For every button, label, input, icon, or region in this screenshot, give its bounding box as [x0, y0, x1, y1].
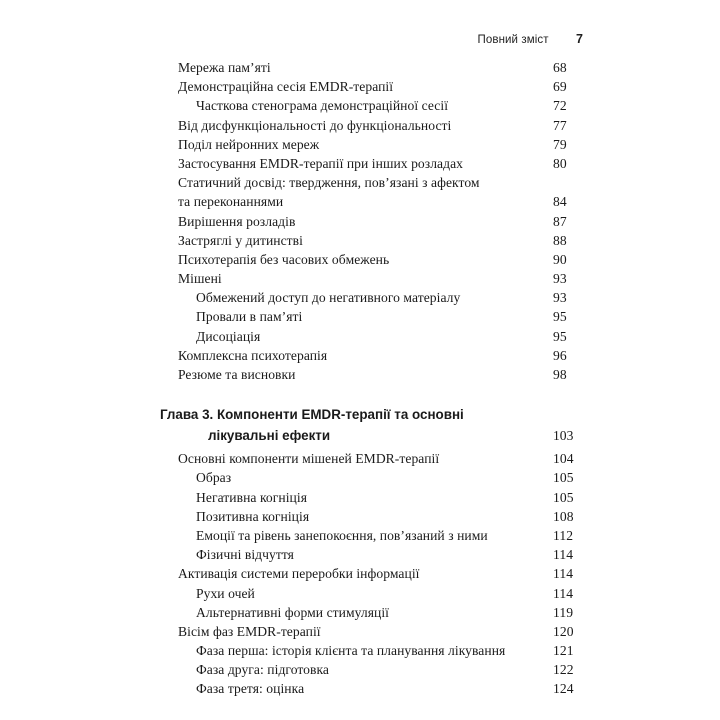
toc-entry-label: Емоції та рівень занепокоєння, пов’язаний з ними [196, 527, 488, 543]
toc-entry [0, 116, 720, 135]
toc-entry-label: Обмежений доступ до негативного матеріалу [196, 290, 461, 306]
toc-entry-page-number: 72 [553, 98, 567, 114]
toc-entry-page-number: 95 [553, 328, 567, 344]
toc-entry-page-number: 108 [553, 508, 574, 524]
toc-entry-page-number: 79 [553, 136, 567, 152]
toc-entry-page-number: 104 [553, 451, 574, 467]
toc-entry-label: Альтернативні форми стимуляції [196, 604, 389, 620]
toc-entry [0, 468, 720, 487]
toc-entry [0, 307, 720, 326]
toc-entry [0, 526, 720, 545]
toc-entry-label: Резюме та висновки [178, 367, 296, 382]
toc-entry [0, 250, 720, 269]
toc-entry [0, 679, 720, 698]
toc-entry-page-number: 114 [553, 566, 574, 582]
toc-entry-label: Психотерапія без часових обмежень [178, 251, 390, 267]
toc-entry-label: та переконаннями [178, 194, 284, 210]
toc-entry-page-number: 119 [553, 604, 574, 620]
toc-entry-label: Провали в пам’яті [196, 309, 303, 325]
toc-entry [0, 507, 720, 526]
toc-entry-label: Вісім фаз EMDR-терапії [178, 623, 321, 639]
toc-entry [0, 288, 720, 307]
toc-entries-after-chapter [0, 449, 720, 698]
toc-entry-page-number: 120 [553, 623, 574, 639]
toc-entry-label: Дисоціація [196, 328, 261, 344]
toc-entry-page-number: 114 [553, 547, 574, 563]
toc-entry-page-number: 93 [553, 290, 567, 306]
toc-entry [0, 622, 720, 641]
toc-entry-page-number: 68 [553, 60, 567, 75]
chapter-heading-line-1: Глава 3. Компоненти EMDR-терапії та основні [160, 407, 464, 423]
toc-entry-page-number: 80 [553, 155, 567, 171]
toc-entry [0, 564, 720, 583]
toc-entry-label: Поділ нейронних мереж [178, 136, 320, 152]
toc-entry-label: Образ [196, 470, 232, 486]
toc-entry-label: Позитивна когніція [196, 508, 310, 524]
toc-entries-before-chapter [0, 58, 720, 384]
chapter-heading-line [0, 405, 720, 426]
toc-entry [0, 269, 720, 288]
toc-entry [0, 154, 720, 173]
toc-entry-page-number: 90 [553, 251, 567, 267]
toc-entry-label: Фаза перша: історія клієнта та планування лікування [196, 643, 506, 659]
toc-entry [0, 58, 720, 77]
toc-entry-label: Вирішення розладів [178, 213, 296, 229]
toc-entry-page-number: 87 [553, 213, 567, 229]
toc-entry-page-number: 77 [553, 117, 567, 133]
toc-entry-page-number: 69 [553, 79, 567, 95]
toc-entry-label: Негативна когніція [196, 489, 307, 505]
toc-entry-label: Фізичні відчуття [196, 547, 294, 563]
toc-entry-page-number: 88 [553, 232, 567, 248]
toc-entry-continuation [0, 192, 720, 211]
toc-entry-page-number: 122 [553, 662, 574, 678]
toc-entry [0, 603, 720, 622]
toc-entry [0, 231, 720, 250]
chapter-heading-line [0, 426, 720, 447]
toc-entry-label: Демонстраційна сесія EMDR-терапії [178, 79, 394, 95]
chapter-heading [0, 405, 720, 446]
toc-entry-label: Статичний досвід: твердження, пов’язані з афектом [178, 175, 480, 191]
chapter-heading-line-2: лікувальні ефекти [208, 427, 331, 443]
toc-entry [0, 212, 720, 231]
toc-entry-page-number: 114 [553, 585, 574, 601]
toc-entry [0, 96, 720, 115]
toc-entry-label: Застряглі у дитинстві [178, 232, 303, 248]
toc-entry-page-number: 98 [553, 367, 567, 382]
toc-entry [0, 545, 720, 564]
toc-entry-label: Мішені [178, 271, 222, 287]
toc-entry-page-number: 95 [553, 309, 567, 325]
toc-entry-label: Комплексна психотерапія [178, 347, 328, 363]
toc-entry-page-number: 105 [553, 470, 574, 486]
toc-entry [0, 346, 720, 365]
table-of-contents [0, 58, 720, 699]
toc-entry-label: Фаза третя: оцінка [196, 681, 305, 697]
toc-entry-label: Рухи очей [196, 585, 255, 601]
toc-entry [0, 660, 720, 679]
toc-entry-label: Мережа пам’яті [178, 60, 271, 75]
toc-entry [0, 327, 720, 346]
toc-entry [0, 365, 720, 384]
toc-entry-page-number: 93 [553, 271, 567, 287]
toc-entry-label: Основні компоненти мішеней EMDR-терапії [178, 451, 440, 467]
toc-entry-label: Застосування EMDR-терапії при інших розладах [178, 155, 464, 171]
running-head [0, 32, 583, 46]
toc-entry-label: Фаза друга: підготовка [196, 662, 330, 678]
toc-entry-page-number: 105 [553, 489, 574, 505]
folio-page-number: 7 [575, 32, 583, 46]
toc-entry-page-number: 121 [553, 643, 574, 659]
toc-entry-page-number: 124 [553, 681, 574, 697]
toc-entry-label: Часткова стенограма демонстраційної сесії [196, 98, 449, 114]
chapter-page-number: 103 [553, 427, 574, 443]
toc-entry [0, 449, 720, 468]
toc-entry [0, 641, 720, 660]
spacer [0, 384, 720, 405]
running-head-label: Повний зміст [477, 34, 549, 46]
toc-entry [0, 77, 720, 96]
toc-entry-label: Від дисфункціональності до функціональності [178, 117, 452, 133]
toc-entry [0, 488, 720, 507]
toc-entry-page-number: 84 [553, 194, 567, 210]
toc-entry-label: Активація системи переробки інформації [178, 566, 420, 582]
toc-entry-page-number: 112 [553, 527, 574, 543]
toc-entry [0, 584, 720, 603]
toc-entry [0, 173, 720, 192]
toc-entry [0, 135, 720, 154]
toc-entry-page-number: 96 [553, 347, 567, 363]
